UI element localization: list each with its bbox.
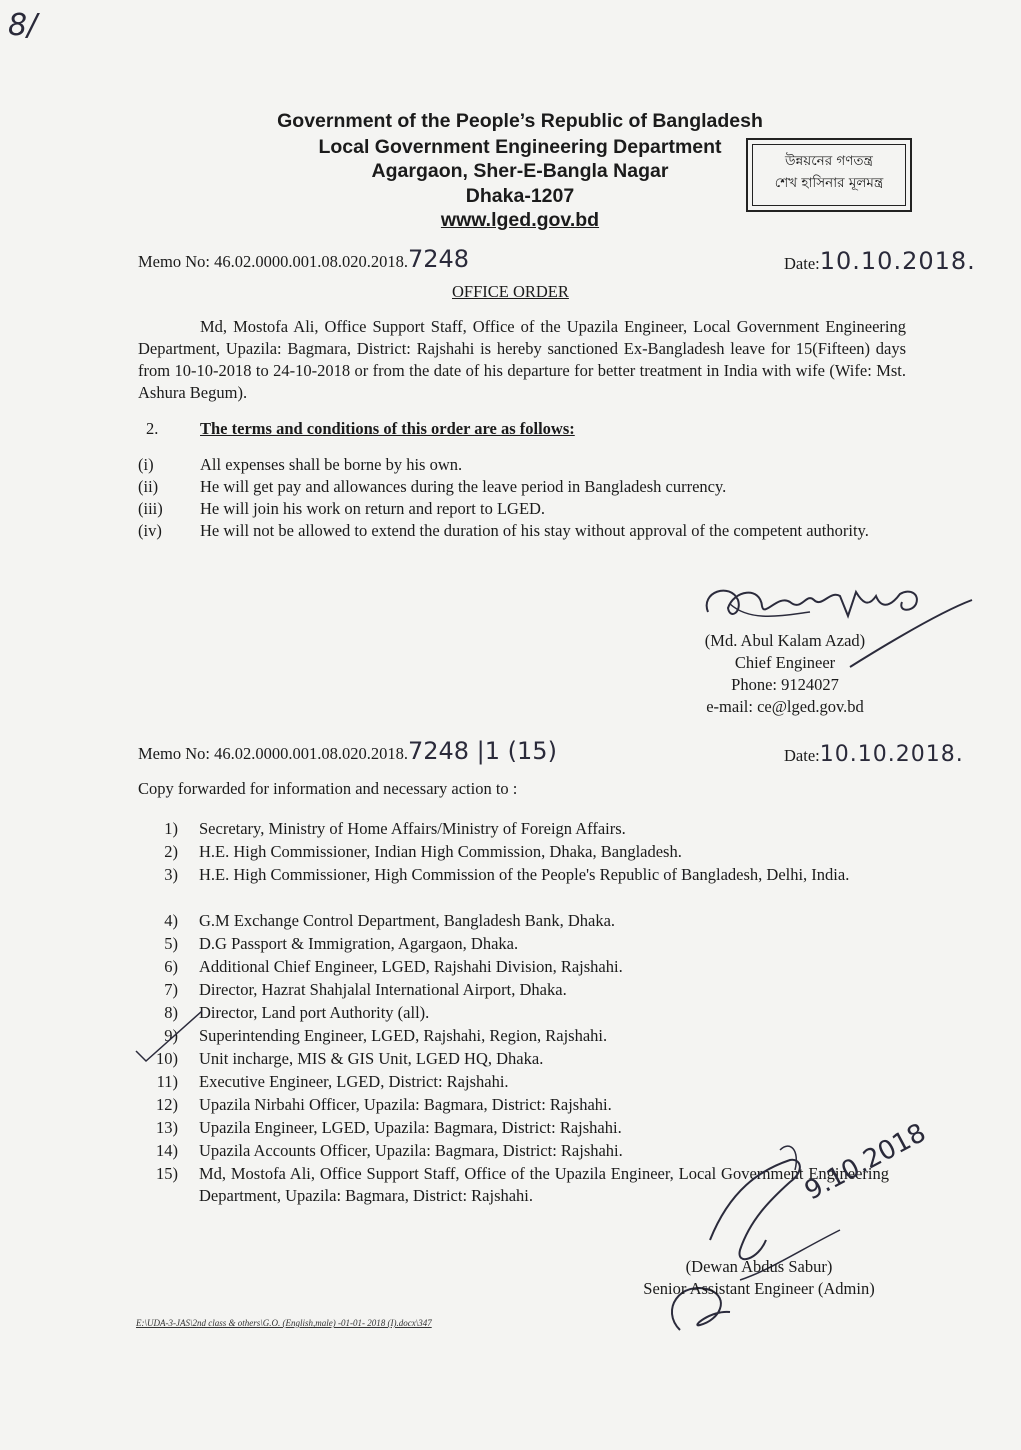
footer-file-path: E:\UDA-3-JAS\2nd class & others\G.O. (English,male) -01-01- 2018 (I).docx\347 — [136, 1318, 432, 1328]
list-item — [138, 933, 908, 956]
recipient-text: Upazila Nirbahi Officer, Upazila: Bagmara, District: Rajshahi. — [199, 1095, 612, 1114]
recipient-number: 3) — [164, 865, 178, 884]
term-number: (iii) — [138, 499, 163, 518]
order-paragraph: Md, Mostofa Ali, Office Support Staff, Office of the Upazila Engineer, Local Government Engineering Department, Upazila: Bagmara, District: Rajshahi is hereby sanctioned Ex-Bangladesh leave for 15(Fifteen) days from 10-10-2018 to 24-10-2018 or from the date of his departure for better treatment in India with wife (Wife: Mst. Ashura Begum). — [138, 317, 906, 402]
motto-line-2: শেখ হাসিনার মূলমন্ত্র — [774, 175, 884, 191]
list-item — [138, 841, 908, 864]
recipient-number: 9) — [164, 1026, 178, 1045]
term-number: (iv) — [138, 521, 162, 540]
tick-mark — [130, 1005, 210, 1065]
list-item — [138, 910, 908, 933]
recipient-text: H.E. High Commissioner, Indian High Commission, Dhaka, Bangladesh. — [199, 842, 682, 861]
recipient-text: Unit incharge, MIS & GIS Unit, LGED HQ, Dhaka. — [199, 1049, 544, 1068]
recipient-number: 5) — [164, 934, 178, 953]
chief-engineer-block — [640, 630, 930, 718]
senior-engineer-designation: Senior Assistant Engineer (Admin) — [643, 1279, 875, 1298]
office-order-title: OFFICE ORDER — [452, 282, 569, 301]
chief-engineer-email: e-mail: ce@lged.gov.bd — [706, 697, 864, 716]
list-item — [138, 1002, 908, 1025]
header-department: Local Government Engineering Department — [318, 136, 722, 158]
recipient-number: 1) — [164, 819, 178, 838]
list-item — [138, 454, 908, 476]
list-item — [138, 520, 908, 564]
recipient-text: Additional Chief Engineer, LGED, Rajshahi Division, Rajshahi. — [199, 957, 623, 976]
motto-line-1: উন্নয়নের গণতন্ত্র — [785, 153, 873, 169]
handwritten-sign-date: 9.10.2018 — [800, 1117, 931, 1207]
list-item — [138, 979, 908, 1002]
header-government: Government of the People’s Republic of Bangladesh — [277, 110, 763, 132]
terms-heading: The terms and conditions of this order are as follows: — [200, 419, 575, 438]
list-item — [138, 818, 908, 841]
terms-list — [138, 454, 908, 564]
recipient-number: 13) — [156, 1118, 178, 1137]
recipient-text: Upazila Engineer, LGED, Upazila: Bagmara, District: Rajshahi. — [199, 1118, 622, 1137]
list-item — [138, 956, 908, 979]
term-text: He will join his work on return and report to LGED. — [200, 499, 546, 518]
recipient-text: Upazila Accounts Officer, Upazila: Bagmara, District: Rajshahi. — [199, 1141, 623, 1160]
recipient-text: D.G Passport & Immigration, Agargaon, Dhaka. — [199, 934, 519, 953]
recipient-number: 2) — [164, 842, 178, 861]
recipient-number: 15) — [156, 1164, 178, 1183]
recipient-text: Director, Hazrat Shahjalal International Airport, Dhaka. — [199, 980, 567, 999]
list-item — [138, 476, 908, 498]
copy-date — [784, 744, 964, 767]
list-item — [138, 1094, 908, 1117]
recipient-number: 4) — [164, 911, 178, 930]
motto-box — [746, 138, 912, 212]
recipient-number: 8) — [164, 1003, 178, 1022]
recipient-text: H.E. High Commissioner, High Commission of the People's Republic of Bangladesh, Delhi, India. — [199, 865, 850, 884]
senior-engineer-name: (Dewan Abdus Sabur) — [685, 1257, 833, 1276]
header-city: Dhaka-1207 — [465, 185, 575, 207]
senior-engineer-block — [600, 1256, 918, 1300]
copy-date-label: Date: — [784, 746, 820, 765]
list-item — [138, 1071, 908, 1094]
term-text: He will get pay and allowances during the leave period in Bangladesh currency. — [200, 477, 727, 496]
recipient-text: Secretary, Ministry of Home Affairs/Ministry of Foreign Affairs. — [199, 819, 626, 838]
recipient-number: 14) — [156, 1141, 178, 1160]
list-item — [138, 498, 908, 520]
recipient-text: Superintending Engineer, LGED, Rajshahi, Region, Rajshahi. — [199, 1026, 608, 1045]
chief-engineer-phone: Phone: 9124027 — [731, 675, 839, 694]
chief-engineer-designation: Chief Engineer — [734, 653, 836, 672]
memo-prefix: Memo No: 46.02.0000.001.08.020.2018. — [138, 252, 408, 271]
date-handwritten: 10.10.2018. — [819, 247, 976, 275]
recipient-text: Md, Mostofa Ali, Office Support Staff, Office of the Upazila Engineer, Local Government Engineering Department, Upazila: Bagmara, District: Rajshahi. — [199, 1164, 889, 1205]
memo-handwritten: 7248 — [407, 245, 470, 273]
recipient-text: G.M Exchange Control Department, Bangladesh Bank, Dhaka. — [199, 911, 616, 930]
order-date — [784, 247, 976, 275]
copy-memo-prefix: Memo No: 46.02.0000.001.08.020.2018. — [138, 744, 408, 763]
term-text: He will not be allowed to extend the duration of his stay without approval of the competent authority. — [200, 521, 869, 540]
header-website: www.lged.gov.bd — [440, 209, 600, 231]
terms-number: 2. — [146, 419, 159, 438]
list-item — [138, 864, 908, 910]
memo-number — [138, 245, 470, 273]
recipient-number: 11) — [156, 1072, 178, 1091]
recipient-number: 6) — [164, 957, 178, 976]
term-number: (ii) — [138, 477, 159, 496]
recipient-number: 12) — [156, 1095, 178, 1114]
term-text: All expenses shall be borne by his own. — [200, 455, 463, 474]
corner-handwritten-mark: 8/ — [8, 8, 38, 43]
copy-intro: Copy forwarded for information and necessary action to : — [138, 779, 518, 798]
date-label: Date: — [784, 254, 820, 273]
recipient-text: Director, Land port Authority (all). — [199, 1003, 430, 1022]
copy-date-handwritten: 10.10.2018. — [819, 742, 964, 767]
header-address: Agargaon, Sher-E-Bangla Nagar — [371, 160, 669, 182]
copy-memo-handwritten: 7248 |1 (15) — [407, 737, 557, 765]
chief-engineer-name: (Md. Abul Kalam Azad) — [704, 631, 866, 650]
list-item — [138, 1025, 908, 1048]
copy-memo-number — [138, 737, 557, 765]
recipient-text: Executive Engineer, LGED, District: Rajshahi. — [199, 1072, 509, 1091]
list-item — [138, 1048, 908, 1071]
term-number: (i) — [138, 455, 154, 474]
recipient-number: 7) — [164, 980, 178, 999]
recipient-number: 10) — [156, 1049, 178, 1068]
